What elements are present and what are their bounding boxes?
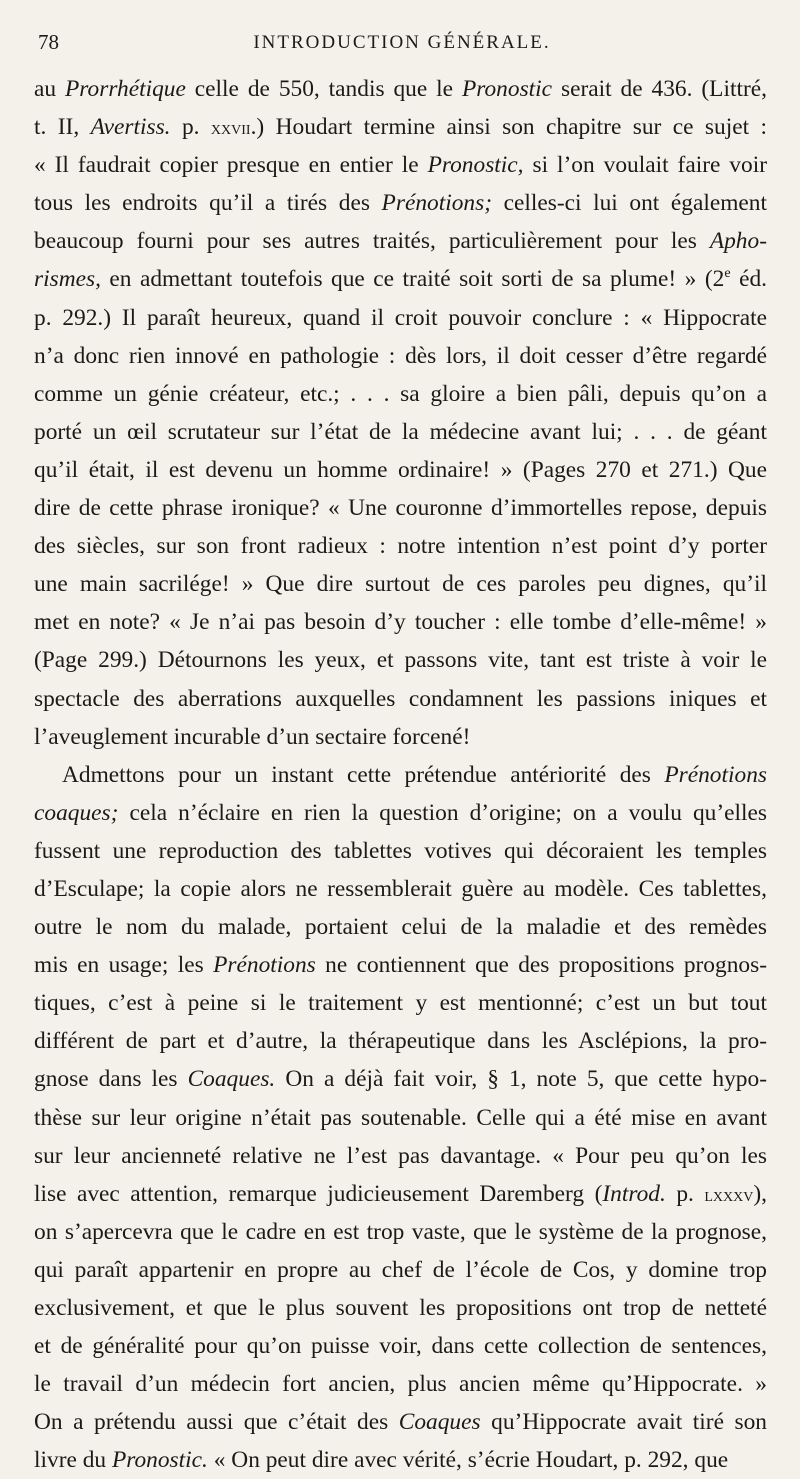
text-run: qu’il était, il est devenu un homme ordinaire! » (Pages 270 et 271.) Que [34,456,767,483]
text-line [34,1251,767,1289]
text-line [34,146,767,184]
text-run: (Page 299.) Détournons les yeux, et passons vite, tant est triste à voir le [34,647,767,674]
text-run: « Il faudrait copier presque en entier le [34,152,428,179]
text-run: outre le nom du malade, portaient celui de la maladie et des remèdes [34,914,767,941]
text-line [34,984,767,1022]
text-run: ne contiennent que des propositions prognos- [315,952,767,979]
text-run: spectacle des aberrations auxquelles condamnent les passions iniques et [34,685,767,712]
text-run: qu’Hippocrate avait tiré son [480,1409,767,1436]
text-run: t. II, [34,114,91,141]
text-run: comme un génie créateur, etc.; . . . sa gloire a bien pâli, depuis qu’on a [34,380,767,407]
text-run: Admettons pour un instant cette prétendue antériorité des [62,761,665,788]
text-line [34,184,767,222]
text-run: Prénotions; [381,190,492,217]
text-run: Coaques [398,1409,481,1436]
text-line [34,680,767,718]
text-line [34,299,767,337]
text-run: e [724,265,731,282]
text-run: .) Houdart termine ainsi son chapitre sur ce sujet : [250,114,767,141]
text-run: Avertiss. [90,114,171,141]
text-line [34,870,767,908]
text-run: en admettant toutefois que ce traité soit sorti de sa plume! » (2 [100,266,725,293]
text-run: au [34,76,65,102]
text-run: des siècles, sur son front radieux : notre intention n’est point d’y porter [34,533,767,560]
text-line [34,108,767,146]
text-line [34,413,767,451]
text-run: sur leur ancienneté relative ne l’est pas davantage. « Pour peu qu’on les [34,1142,767,1169]
text-run: p. 292.) Il paraît heureux, quand il croit pouvoir conclure : « Hippocrate [34,304,767,331]
text-run: Prénotions [213,952,316,979]
text-line [34,1060,767,1098]
text-run: « On peut dire avec vérité, s’écrie Houdart, p. 292, que [207,1447,729,1474]
text-run: celle de 550, tandis que le [185,76,462,102]
text-run: mis en usage; les [34,952,214,979]
text-line [34,527,767,565]
text-run: Coaques. [187,1066,276,1093]
text-run: porté un œil scrutateur sur l’état de la médecine avant lui; . . . de géant [34,418,767,445]
text-run: éd. [730,266,767,293]
text-run: coaques; [34,799,119,826]
text-run: une main sacrilége! » Que dire surtout de ces paroles peu dignes, qu’il [34,571,767,598]
text-run: et de généralité pour qu’on puisse voir, dans cette collection de sentences, [34,1333,767,1360]
text-line [34,1327,767,1365]
text-line [34,337,767,375]
text-run: livre du [34,1447,112,1474]
text-run: p. [665,1180,705,1207]
text-run: si l’on voulait faire voir [523,152,767,179]
text-line [34,718,767,756]
text-line [34,565,767,603]
body-text [34,70,767,1479]
text-run: On a prétendu aussi que c’était des [34,1409,399,1436]
text-run: exclusivement, et que le plus souvent les propositions ont trop de netteté [34,1295,767,1321]
text-line [34,1022,767,1060]
text-run: différent de part et d’autre, la thérapeutique dans les Asclépions, la pro- [34,1028,767,1055]
text-run: Apho- [709,228,767,255]
text-run: gnose dans les [34,1066,188,1093]
text-run: Pronostic, [427,152,524,179]
text-run: xxvii [210,117,251,140]
text-run: celles-ci lui ont également [492,190,767,217]
text-line [34,1099,767,1137]
text-run: lise avec attention, remarque judicieusement Daremberg ( [34,1180,603,1207]
text-line [34,222,767,260]
text-line [34,794,767,832]
text-line [34,1175,767,1213]
text-run: d’Esculape; la copie alors ne ressemblerait guère au modèle. Ces tablettes, [34,875,767,902]
text-run: rismes, [34,266,101,293]
text-line [34,489,767,527]
text-run: fussent une reproduction des tablettes votives qui décoraient les temples [34,837,767,864]
text-run: cela n’éclaire en rien la question d’origine; on a voulu qu’elles [118,799,767,826]
text-run: le travail d’un médecin fort ancien, plus ancien même qu’Hippocrate. » [34,1371,767,1398]
text-run: ), [753,1180,767,1207]
text-line [34,908,767,946]
text-run: On a déjà fait voir, § 1, note 5, que cette hypo- [275,1066,767,1093]
text-run: tous les endroits qu’il a tirés des [34,190,382,217]
text-line [34,1441,767,1479]
text-run: Prorrhétique [65,76,186,102]
text-line [34,946,767,984]
text-run: Prénotions [664,761,767,788]
text-run: on s’apercevra que le cadre en est trop vaste, que le système de la prognose, [34,1218,767,1245]
text-line [34,451,767,489]
text-line [34,1403,767,1441]
text-run: tiques, c’est à peine si le traitement y est mentionné; c’est un but tout [34,990,767,1017]
text-line [34,756,767,794]
text-line [34,832,767,870]
text-run: serait de 436. (Littré, [552,76,767,102]
text-run: n’a donc rien innové en pathologie : dès lors, il doit cesser d’être regardé [34,342,767,369]
text-run: Pronostic. [111,1447,208,1474]
text-line [34,603,767,641]
text-run: lxxxv [704,1183,754,1206]
page-header [34,30,770,64]
text-line [34,375,767,413]
text-run: p. [170,114,211,141]
text-run: Pronostic [461,76,553,102]
page-number: 78 [38,30,59,54]
text-line [34,1213,767,1251]
text-run: thèse sur leur origine n’était pas soutenable. Celle qui a été mise en avant [34,1104,767,1131]
text-line [34,1137,767,1175]
text-run: Introd. [602,1180,666,1207]
text-run: dire de cette phrase ironique? « Une couronne d’immortelles repose, depuis [34,495,767,522]
text-run: l’aveuglement incurable d’un sectaire forcené! [34,723,471,750]
text-line [34,260,767,298]
text-run: beaucoup fourni pour ses autres traités, particulièrement pour les [34,228,710,255]
text-line [34,70,767,108]
running-title: INTRODUCTION GÉNÉRALE. [253,32,551,53]
text-run: qui paraît appartenir en propre au chef de l’école de Cos, y domine trop [34,1256,767,1283]
text-line [34,1289,767,1327]
text-line [34,641,767,679]
text-run: met en note? « Je n’ai pas besoin d’y toucher : elle tombe d’elle-même! » [34,609,767,636]
text-line [34,1365,767,1403]
